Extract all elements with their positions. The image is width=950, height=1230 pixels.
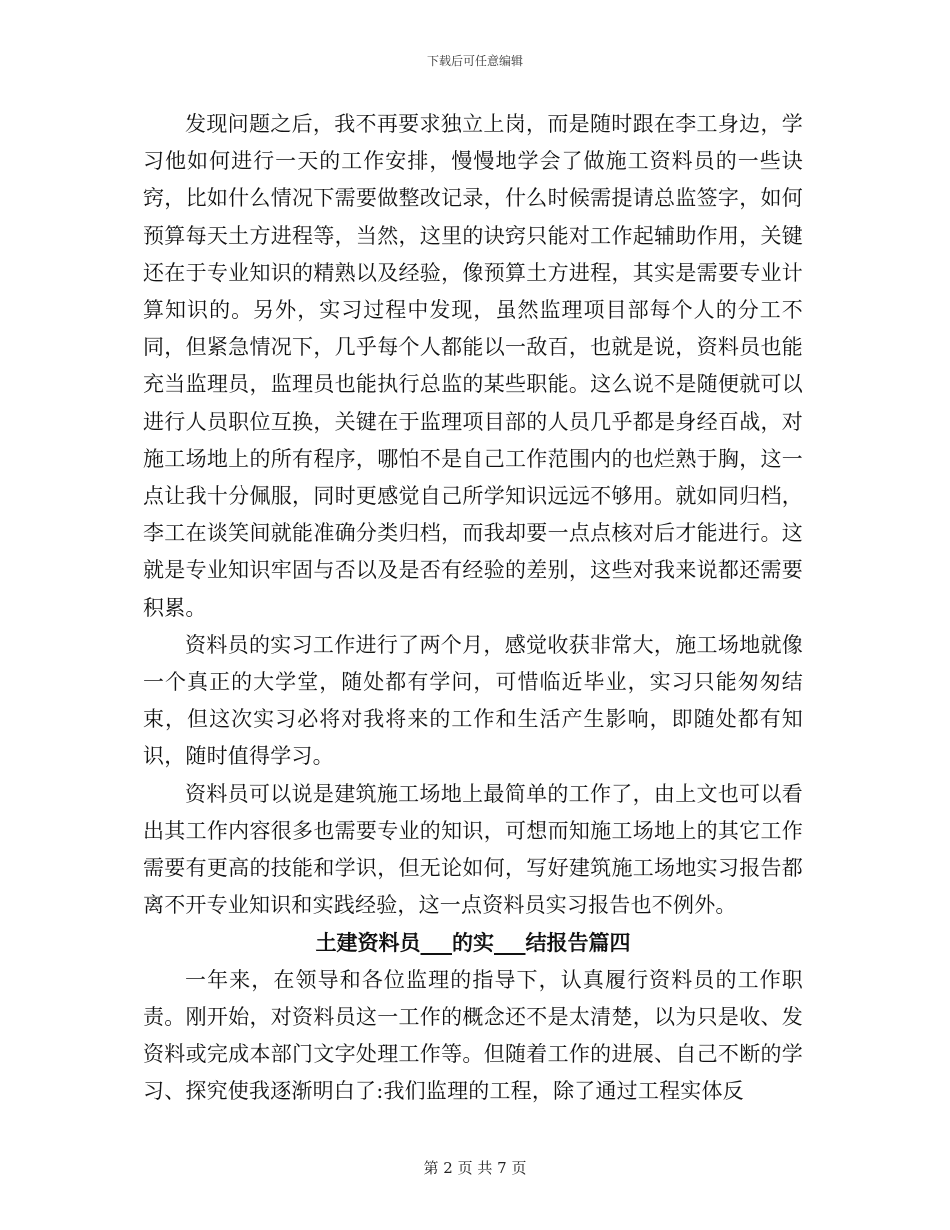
body-paragraph-2: 资料员的实习工作进行了两个月，感觉收获非常大，施工场地就像一个真正的大学堂，随处都有学问，可惜临近毕业，实习只能匆匆结束，但这次实习必将对我将来的工作和生活产生影响，即随处都有知识，随时值得学习。: [143, 632, 803, 769]
page-number: 第 2 页 共 7 页: [423, 1159, 527, 1177]
section-paragraph: 一年来，在领导和各位监理的指导下，认真履行资料员的工作职责。刚开始，对资料员这一工作的概念还不是太清楚，以为只是收、发资料或完成本部门文字处理工作等。但随着工作的进展、自己不断的学习、探究使我逐渐明白了:我们监理的工程，除了通过工程实体反: [143, 967, 803, 1104]
page-header-note: 下载后可任意编辑: [426, 54, 523, 68]
body-paragraph-3: 资料员可以说是建筑施工场地上最简单的工作了，由上文也可以看出其工作内容很多也需要专业的知识，可想而知施工场地上的其它工作需要有更高的技能和学识，但无论如何，写好建筑施工场地实习报告都离不开专业知识和实践经验，这一点资料员实习报告也不例外。: [143, 781, 803, 918]
document-body: [143, 106, 803, 1110]
body-paragraph-1: 发现问题之后，我不再要求独立上岗，而是随时跟在李工身边，学习他如何进行一天的工作安排，慢慢地学会了做施工资料员的一些诀窍，比如什么情况下需要做整改记录，什么时候需提请总监签字，如何预算每天土方进程等，当然，这里的诀窍只能对工作起辅助作用，关键还在于专业知识的精熟以及经验，像预算土方进程，其实是需要专业计算知识的。另外，实习过程中发现，虽然监理项目部每个人的分工不同，但紧急情况下，几乎每个人都能以一敌百，也就是说，资料员也能充当监理员，监理员也能执行总监的某些职能。这么说不是随便就可以进行人员职位互换，关键在于监理项目部的人员几乎都是身经百战，对施工场地上的所有程序，哪怕不是自己工作范围内的也烂熟于胸，这一点让我十分佩服，同时更感觉自己所学知识远远不够用。就如同归档，李工在谈笑间就能准确分类归档，而我却要一点点核对后才能进行。这就是专业知识牢固与否以及是否有经验的差别，这些对我来说都还需要积累。: [143, 112, 803, 620]
section-heading: 土建资料员___的实___结报告篇四: [315, 930, 631, 956]
